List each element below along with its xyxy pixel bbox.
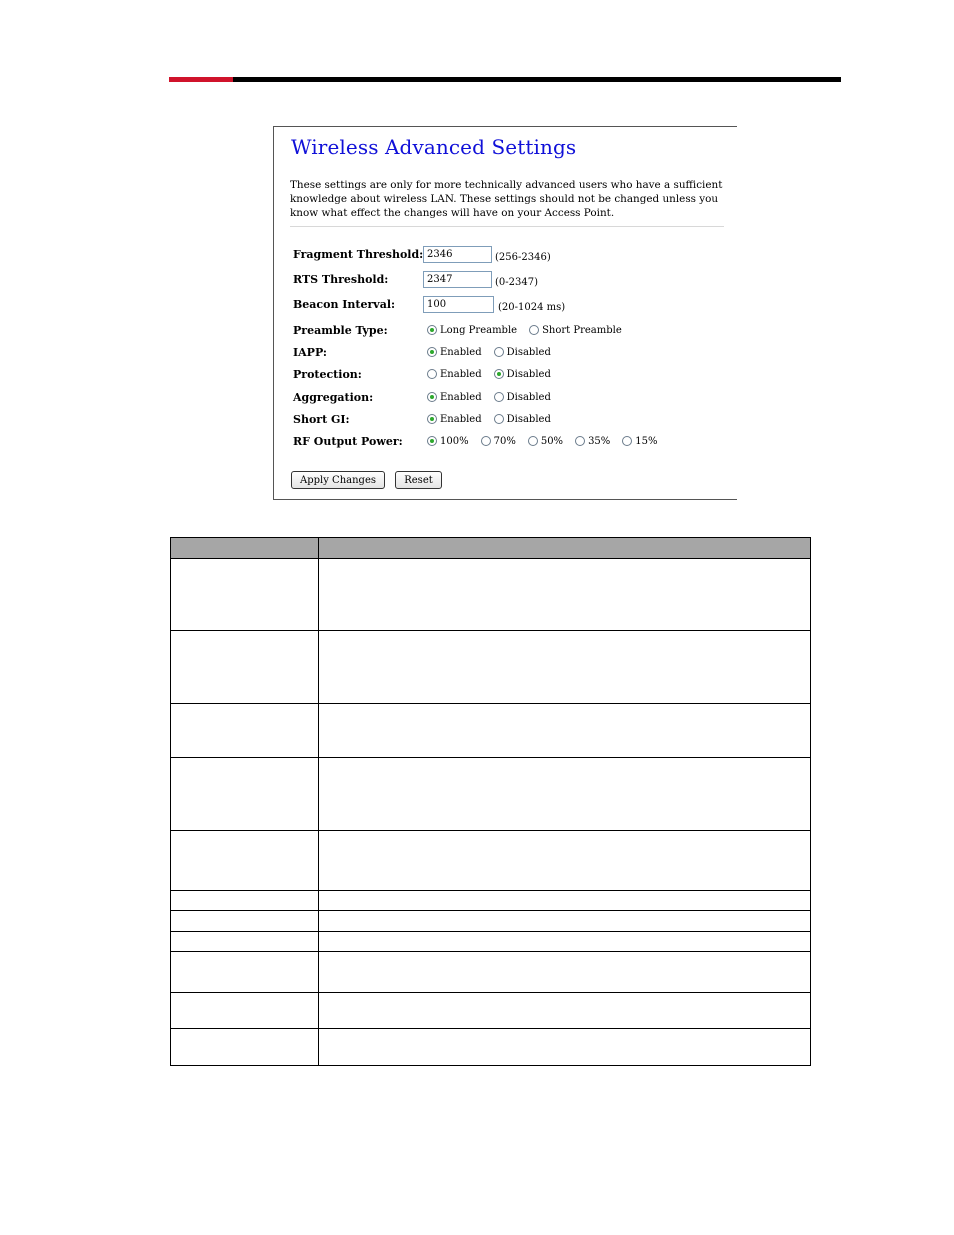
aggregation-disabled-option[interactable]: Disabled [494, 389, 551, 405]
radio-icon[interactable] [529, 325, 539, 335]
table-cell [319, 932, 811, 952]
table-cell [319, 1029, 811, 1066]
rf-power-100-option[interactable]: 100% [427, 433, 469, 449]
table-header-row [171, 538, 811, 559]
fragment-threshold-range: (256-2346) [495, 252, 551, 263]
table-row [171, 831, 811, 891]
fragment-threshold-label: Fragment Threshold: [293, 248, 424, 261]
table-cell [171, 891, 319, 911]
short-gi-label: Short GI: [293, 413, 350, 426]
table-cell [171, 952, 319, 993]
radio-icon[interactable] [528, 436, 538, 446]
table-cell [171, 1029, 319, 1066]
aggregation-options [427, 389, 563, 405]
table-cell [171, 631, 319, 704]
protection-options [427, 366, 563, 382]
preamble-type-label: Preamble Type: [293, 324, 388, 337]
table-cell [171, 993, 319, 1029]
preamble-type-options [427, 322, 634, 338]
radio-icon[interactable] [494, 347, 504, 357]
table-row [171, 911, 811, 932]
top-rule [169, 77, 841, 82]
radio-icon[interactable] [494, 392, 504, 402]
table-cell [171, 911, 319, 932]
radio-icon[interactable] [494, 414, 504, 424]
rf-power-70-option[interactable]: 70% [481, 433, 516, 449]
page-title: Wireless Advanced Settings [291, 135, 577, 159]
table-row [171, 1029, 811, 1066]
protection-enabled-option[interactable]: Enabled [427, 366, 482, 382]
table-cell [319, 559, 811, 631]
short-gi-enabled-option[interactable]: Enabled [427, 411, 482, 427]
radio-icon[interactable] [427, 369, 437, 379]
radio-icon[interactable] [575, 436, 585, 446]
radio-selected-icon[interactable] [427, 436, 437, 446]
preamble-short-option[interactable]: Short Preamble [529, 322, 622, 338]
rts-threshold-input[interactable] [423, 271, 492, 288]
apply-changes-button[interactable]: Apply Changes [291, 471, 385, 489]
rf-output-power-options [427, 433, 670, 449]
description-table [170, 537, 811, 1066]
rf-power-35-option[interactable]: 35% [575, 433, 610, 449]
iapp-enabled-option[interactable]: Enabled [427, 344, 482, 360]
table-row [171, 952, 811, 993]
short-gi-disabled-option[interactable]: Disabled [494, 411, 551, 427]
protection-label: Protection: [293, 368, 362, 381]
radio-selected-icon[interactable] [427, 347, 437, 357]
reset-button[interactable]: Reset [395, 471, 442, 489]
rf-output-power-label: RF Output Power: [293, 435, 403, 448]
radio-icon[interactable] [622, 436, 632, 446]
short-gi-options [427, 411, 563, 427]
wireless-advanced-settings-panel [273, 126, 737, 500]
beacon-interval-input[interactable] [423, 296, 494, 313]
table-row [171, 704, 811, 758]
table-row [171, 559, 811, 631]
divider [290, 226, 724, 227]
radio-selected-icon[interactable] [494, 369, 504, 379]
table-cell [319, 891, 811, 911]
table-row [171, 932, 811, 952]
preamble-long-option[interactable]: Long Preamble [427, 322, 517, 338]
rf-power-50-option[interactable]: 50% [528, 433, 563, 449]
iapp-label: IAPP: [293, 346, 327, 359]
table-cell [171, 932, 319, 952]
aggregation-label: Aggregation: [293, 391, 374, 404]
aggregation-enabled-option[interactable]: Enabled [427, 389, 482, 405]
rts-threshold-range: (0-2347) [495, 277, 538, 288]
top-rule-accent [169, 77, 233, 82]
radio-selected-icon[interactable] [427, 392, 437, 402]
table-cell [319, 758, 811, 831]
iapp-options [427, 344, 563, 360]
table-row [171, 631, 811, 704]
iapp-disabled-option[interactable]: Disabled [494, 344, 551, 360]
radio-icon[interactable] [481, 436, 491, 446]
table-cell [171, 758, 319, 831]
radio-selected-icon[interactable] [427, 325, 437, 335]
table-cell [171, 704, 319, 758]
protection-disabled-option[interactable]: Disabled [494, 366, 551, 382]
radio-selected-icon[interactable] [427, 414, 437, 424]
table-row [171, 993, 811, 1029]
settings-description: These settings are only for more technically advanced users who have a sufficient knowledge about wireless LAN. These settings should not be changed unless you know what effect the changes will have on your Access Point. [290, 179, 723, 219]
fragment-threshold-input[interactable] [423, 246, 492, 263]
beacon-interval-label: Beacon Interval: [293, 298, 396, 311]
table-cell [319, 831, 811, 891]
table-header-cell [319, 538, 811, 559]
table-row [171, 758, 811, 831]
table-cell [319, 993, 811, 1029]
table-cell [319, 631, 811, 704]
table-cell [319, 704, 811, 758]
table-cell [319, 911, 811, 932]
rts-threshold-label: RTS Threshold: [293, 273, 389, 286]
table-header-cell [171, 538, 319, 559]
table-cell [171, 831, 319, 891]
table-row [171, 891, 811, 911]
rf-power-15-option[interactable]: 15% [622, 433, 657, 449]
table-cell [171, 559, 319, 631]
beacon-interval-range: (20-1024 ms) [498, 302, 566, 313]
table-cell [319, 952, 811, 993]
